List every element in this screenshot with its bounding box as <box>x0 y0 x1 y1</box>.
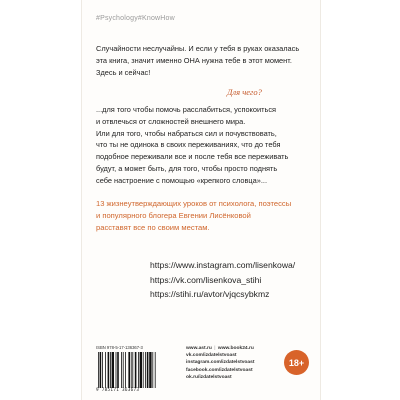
intro-paragraph <box>96 43 310 78</box>
question-heading: Для чего? <box>227 87 262 97</box>
body-line: что ты не одинока в своих переживаниях, что до тебя <box>96 140 281 150</box>
highlight-line: расставят все по своим местам. <box>96 222 210 232</box>
publisher-link[interactable]: vk.com/izdatelstvoast <box>186 353 237 359</box>
intro-line: Случайности неслучайны. И если у тебя в руках оказалась <box>96 44 300 53</box>
age-rating-badge: 18+ <box>284 350 309 375</box>
book-back-cover <box>82 0 320 400</box>
body-line: и отвлечься от сложностей внешнего мира. <box>96 116 246 126</box>
body-line: Или для того, чтобы набраться сил и почувствовать, <box>96 128 277 138</box>
intro-line: эта книга, значит именно ОНА нужна тебе в этот момент. <box>96 55 292 65</box>
barcode-digits: 9 785171 363673 <box>96 388 140 393</box>
highlight-line: и популярного блогера Евгении Лисёнковой <box>96 210 251 220</box>
publisher-link[interactable]: ok.ru/izdatelstvoast <box>186 374 232 380</box>
body-line: себе настроение с помощью «крепкого словца»... <box>96 175 268 185</box>
publisher-info <box>186 345 281 381</box>
link-stihi[interactable]: https://stihi.ru/avtor/vjqcsybkmz <box>150 289 270 300</box>
hashtags: #Psychology#KnowHow <box>96 15 175 22</box>
highlight-paragraph <box>96 198 312 233</box>
body-line: ...для того чтобы помочь расслабиться, успокоиться <box>96 105 277 114</box>
body-line: будут, а может быть, для того, чтобы просто поднять <box>96 163 278 173</box>
link-vk[interactable]: https://vk.com/lisenkova_stihi <box>150 274 262 285</box>
author-links <box>150 258 320 302</box>
isbn-number: ISBN 978-5-17-136367-3 <box>96 345 143 350</box>
body-paragraph <box>96 104 312 187</box>
publisher-sites <box>186 345 281 352</box>
isbn-block <box>96 345 178 393</box>
link-instagram[interactable]: https://www.instagram.com/lisenkowa/ <box>150 260 296 270</box>
barcode-icon <box>96 352 174 388</box>
intro-line: Здесь и сейчас! <box>96 67 151 77</box>
body-line: подобное переживали все и после тебя все переживать <box>96 152 289 162</box>
publisher-link[interactable]: instagram.com/izdatelstvoast <box>186 360 255 366</box>
publisher-separator: | <box>214 346 216 351</box>
publisher-site-ast[interactable]: www.ast.ru <box>186 346 212 351</box>
highlight-line: 13 жизнеутверждающих уроков от психолога, поэтессы <box>96 199 292 208</box>
publisher-site-book24[interactable]: www.book24.ru <box>217 346 254 351</box>
publisher-link[interactable]: facebook.com/izdatelstvoast <box>186 367 253 373</box>
